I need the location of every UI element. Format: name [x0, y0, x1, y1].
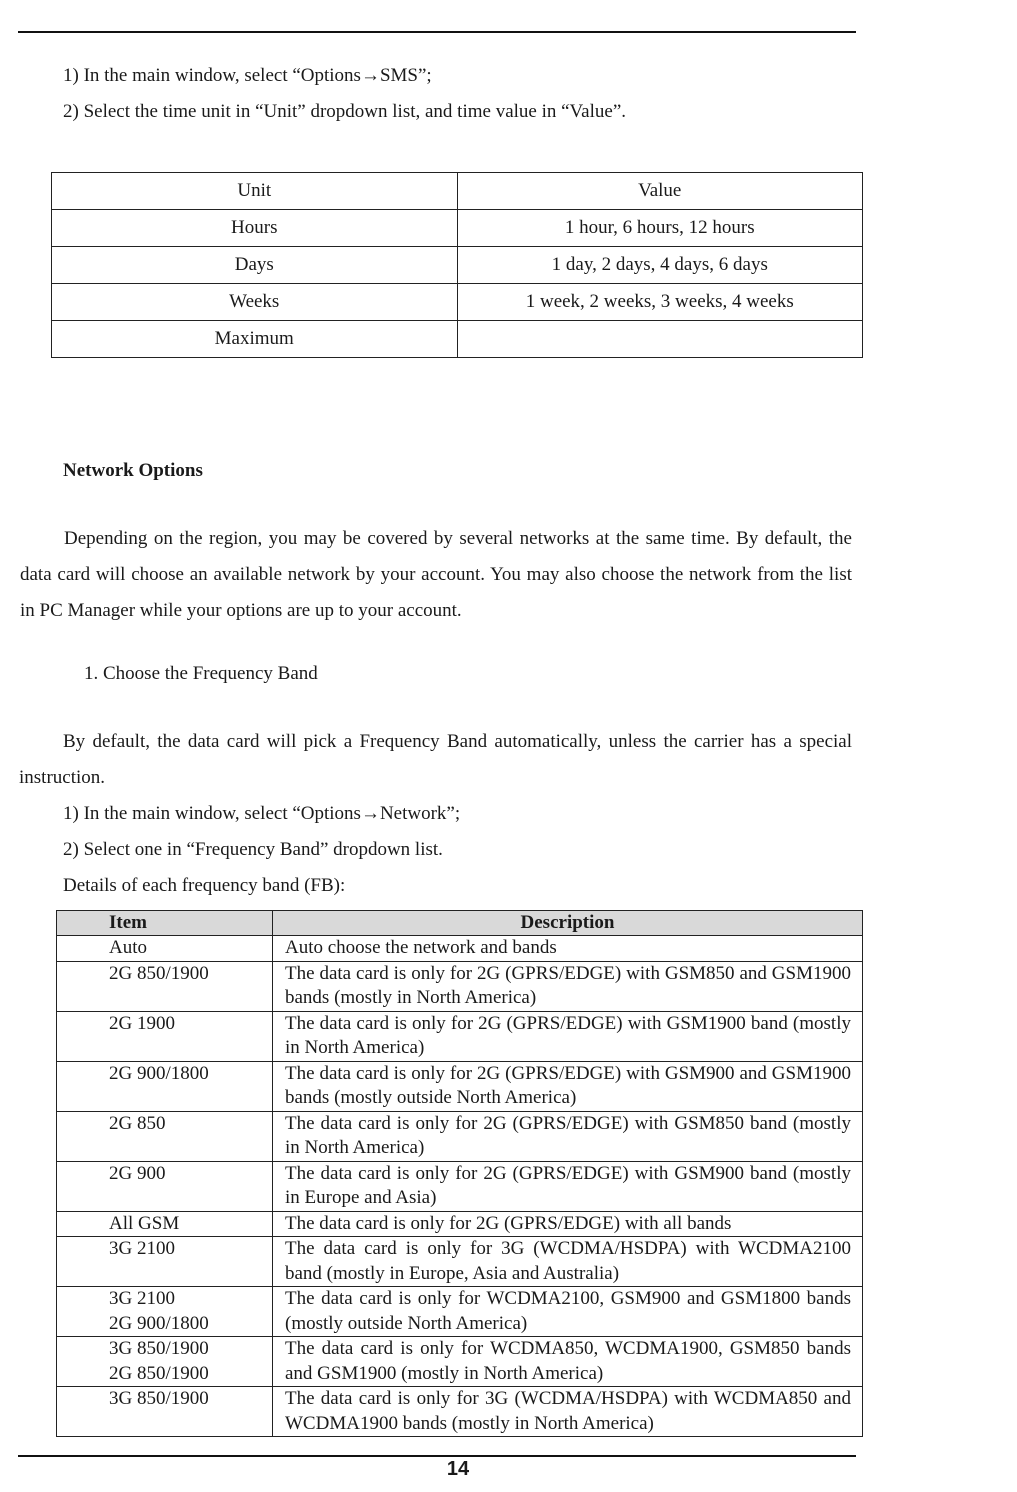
network-paragraph: Depending on the region, you may be covered by several networks at the same time. By default, the data card will choose an available network by your account. You may also choose the network from the list in PC Manager while your options are up to your account.	[20, 528, 852, 621]
unit-cell: Maximum	[52, 321, 458, 358]
item-cell: 3G 850/1900 2G 850/1900	[57, 1337, 273, 1387]
description-cell: The data card is only for 2G (GPRS/EDGE) with GSM1900 band (mostly in North America)	[273, 1011, 863, 1061]
table-row	[52, 284, 863, 321]
table-row	[57, 1061, 863, 1111]
table-row	[52, 210, 863, 247]
item-cell: 2G 900/1800	[57, 1061, 273, 1111]
description-cell: The data card is only for 3G (WCDMA/HSDPA) with WCDMA2100 band (mostly in Europe, Asia and Australia)	[273, 1237, 863, 1287]
unit-value-table	[51, 172, 863, 358]
header-rule	[18, 31, 856, 33]
description-cell: The data card is only for 2G (GPRS/EDGE) with GSM850 band (mostly in North America)	[273, 1111, 863, 1161]
header-unit: Unit	[52, 173, 458, 210]
description-cell: The data card is only for 3G (WCDMA/HSDPA) with WCDMA850 and WCDMA1900 bands (mostly in North America)	[273, 1387, 863, 1437]
frequency-band-subheading: 1. Choose the Frequency Band	[84, 663, 318, 684]
header-description: Description	[273, 911, 863, 936]
table-row	[57, 1011, 863, 1061]
value-cell	[457, 321, 863, 358]
description-cell: Auto choose the network and bands	[273, 936, 863, 962]
description-cell: The data card is only for 2G (GPRS/EDGE) with GSM850 and GSM1900 bands (mostly in North America)	[273, 961, 863, 1011]
description-cell: The data card is only for 2G (GPRS/EDGE) with GSM900 and GSM1900 bands (mostly outside North America)	[273, 1061, 863, 1111]
page-number: 14	[446, 1458, 470, 1480]
table-row	[57, 961, 863, 1011]
value-cell: 1 day, 2 days, 4 days, 6 days	[457, 247, 863, 284]
header-value: Value	[457, 173, 863, 210]
item-cell: 2G 900	[57, 1161, 273, 1211]
header-item: Item	[57, 911, 273, 936]
description-cell: The data card is only for WCDMA850, WCDMA1900, GSM850 bands and GSM1900 (mostly in North America)	[273, 1337, 863, 1387]
value-cell: 1 hour, 6 hours, 12 hours	[457, 210, 863, 247]
description-cell: The data card is only for 2G (GPRS/EDGE) with all bands	[273, 1211, 863, 1237]
unit-cell: Weeks	[52, 284, 458, 321]
footer-rule	[18, 1455, 856, 1457]
sms-step-2: 2) Select the time unit in “Unit” dropdown list, and time value in “Value”.	[63, 101, 626, 122]
table-row	[52, 321, 863, 358]
item-cell: 2G 1900	[57, 1011, 273, 1061]
table-row	[57, 1161, 863, 1211]
item-cell: 3G 2100 2G 900/1800	[57, 1287, 273, 1337]
fb-step-1: 1) In the main window, select “Options→Network”;	[63, 803, 461, 824]
item-cell: 3G 2100	[57, 1237, 273, 1287]
fb-step-2: 2) Select one in “Frequency Band” dropdown list.	[63, 839, 443, 860]
table-header-row	[52, 173, 863, 210]
item-cell: Auto	[57, 936, 273, 962]
item-cell: 2G 850/1900	[57, 961, 273, 1011]
table-row	[57, 1237, 863, 1287]
table-row	[57, 936, 863, 962]
unit-cell: Hours	[52, 210, 458, 247]
description-cell: The data card is only for 2G (GPRS/EDGE) with GSM900 band (mostly in Europe and Asia)	[273, 1161, 863, 1211]
unit-cell: Days	[52, 247, 458, 284]
table-row	[57, 1387, 863, 1437]
value-cell: 1 week, 2 weeks, 3 weeks, 4 weeks	[457, 284, 863, 321]
fb-details-label: Details of each frequency band (FB):	[63, 875, 346, 896]
item-cell: 3G 850/1900	[57, 1387, 273, 1437]
table-row	[57, 1287, 863, 1337]
table-row	[57, 1211, 863, 1237]
table-row	[57, 1337, 863, 1387]
frequency-band-table	[56, 910, 863, 1437]
description-cell: The data card is only for WCDMA2100, GSM900 and GSM1800 bands (mostly outside North America)	[273, 1287, 863, 1337]
table-header-row	[57, 911, 863, 936]
table-row	[57, 1111, 863, 1161]
item-cell: 2G 850	[57, 1111, 273, 1161]
frequency-band-paragraph: By default, the data card will pick a Frequency Band automatically, unless the carrier has a special instruction.	[19, 731, 852, 788]
item-cell: All GSM	[57, 1211, 273, 1237]
network-options-heading: Network Options	[63, 460, 203, 481]
sms-step-1: 1) In the main window, select “Options→SMS”;	[63, 65, 432, 86]
table-row	[52, 247, 863, 284]
